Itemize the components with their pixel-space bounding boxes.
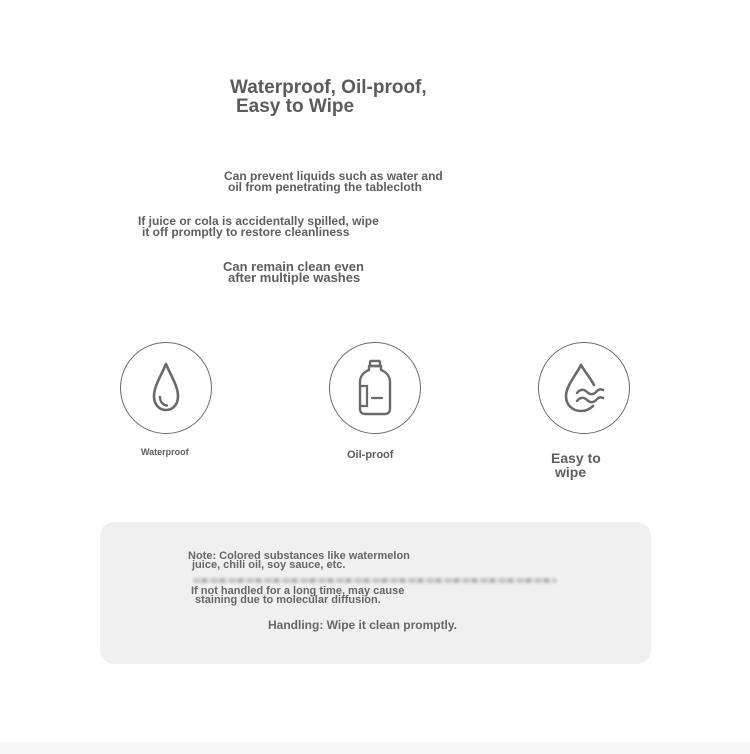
title-line-1: Waterproof, Oil-proof, <box>230 77 427 98</box>
easy-wipe-label-line-2: wipe <box>555 464 587 480</box>
drop-waves-icon <box>559 362 609 414</box>
note-staining-warning <box>191 587 404 605</box>
easy-wipe-label <box>551 451 601 479</box>
easy-wipe-feature-circle <box>538 342 630 434</box>
blurred-text-line <box>193 578 557 583</box>
description-spill-wipe <box>138 216 379 238</box>
description-line: after multiple washes <box>228 270 361 285</box>
description-line: Can remain clean even <box>223 259 364 274</box>
oil-proof-feature-circle <box>329 342 421 434</box>
description-line: oil from penetrating the tablecloth <box>228 180 423 194</box>
note-colored-substances <box>188 552 410 570</box>
title-line-2: Easy to Wipe <box>236 96 355 117</box>
description-liquid-prevention <box>224 171 443 193</box>
water-drop-icon <box>146 360 186 416</box>
waterproof-feature-circle <box>120 342 212 434</box>
oil-bottle-icon <box>355 358 395 418</box>
note-line: staining due to molecular diffusion. <box>195 594 381 606</box>
oil-proof-label: Oil-proof <box>347 449 394 461</box>
description-washable <box>223 261 364 283</box>
waterproof-label: Waterproof <box>141 447 189 457</box>
description-line: it off promptly to restore cleanliness <box>142 225 350 239</box>
description-line: Can prevent liquids such as water and <box>224 169 443 183</box>
note-line: Note: Colored substances like watermelon <box>188 550 410 562</box>
description-line: If juice or cola is accidentally spilled, wipe <box>138 214 379 228</box>
note-line: juice, chili oil, soy sauce, etc. <box>192 559 346 571</box>
note-handling: Handling: Wipe it clean promptly. <box>268 618 458 632</box>
page-title <box>230 78 490 116</box>
note-line: If not handled for a long time, may cause <box>191 585 405 597</box>
easy-wipe-label-line-1: Easy to <box>551 450 601 466</box>
bottom-divider <box>0 742 750 754</box>
